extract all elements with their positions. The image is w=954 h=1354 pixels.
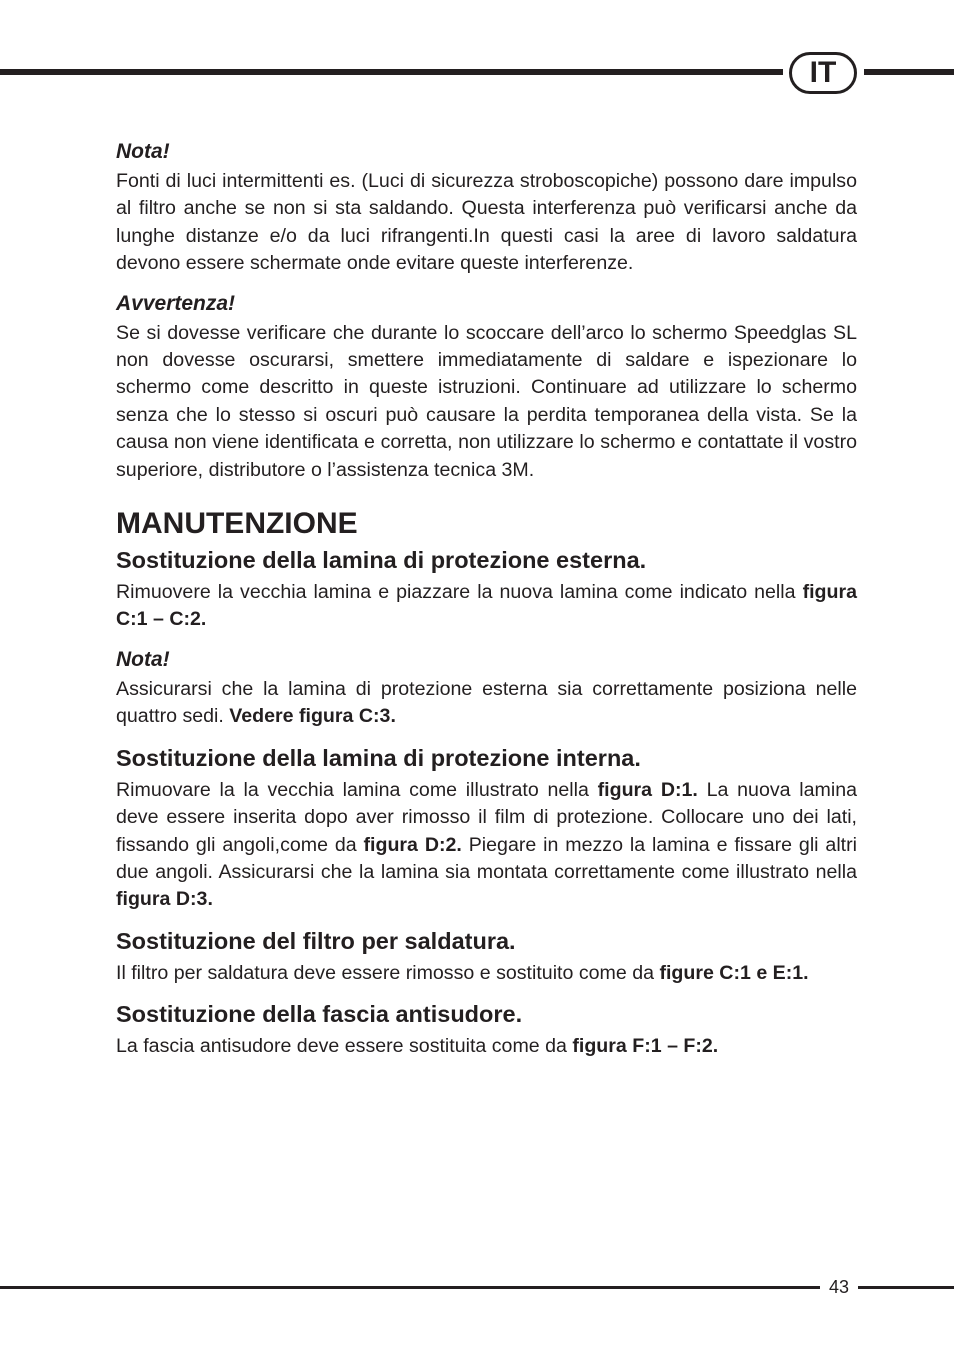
spacer <box>116 278 857 290</box>
subsection-text <box>116 960 857 987</box>
body-text: Assicurarsi che la lamina di protezione esterna sia correttamente posiziona nelle quattro sedi. <box>116 677 857 728</box>
header-rule-right <box>864 69 954 75</box>
subsection-title: Sostituzione del filtro per saldatura. <box>116 927 516 954</box>
figure-reference: figura D:3. <box>116 888 213 911</box>
subsection-text <box>116 777 857 914</box>
body-text: La fascia antisudore deve essere sostituita come da <box>116 1035 573 1058</box>
subsection-text <box>116 1033 857 1060</box>
subsection-title: Sostituzione della fascia antisudore. <box>116 1001 523 1028</box>
figure-reference: figura D:1. <box>597 778 698 801</box>
note-text <box>116 676 857 731</box>
warning-block <box>116 290 857 484</box>
language-badge-label: IT <box>809 56 837 89</box>
spacer <box>116 731 857 743</box>
warning-text: Se si dovesse verificare che durante lo scoccare dell’arco lo schermo Speedglas SL non dovesse oscurarsi, smettere immediatamente di saldare e ispezionare lo schermo come descritto in queste istruzioni. Continuare ad utilizzare lo schermo senza che lo stesso si oscuri può causare la perdita temporanea della vista. Se la causa non viene identificata e corretta, non utilizzare lo schermo e contattate il vostro superiore, distributore o l’assistenza tecnica 3M. <box>116 321 857 481</box>
note-title: Nota! <box>116 140 170 163</box>
page-number: 43 <box>828 1277 850 1297</box>
note-block <box>116 646 857 731</box>
warning-title: Avvertenza! <box>116 291 236 315</box>
outer-lens-section <box>116 545 857 634</box>
footer-rule-right <box>858 1286 954 1289</box>
figure-reference: figura F:1 – F:2. <box>572 1035 719 1058</box>
section-title: MANUTENZIONE <box>116 507 358 541</box>
language-badge <box>789 52 857 94</box>
note-title: Nota! <box>116 647 170 671</box>
body-text: Rimuovare la la vecchia lamina come illustrato nella <box>116 778 598 801</box>
figure-reference: figure C:1 e E:1. <box>659 961 809 984</box>
filter-section <box>116 926 857 987</box>
subsection-title: Sostituzione della lamina di protezione interna. <box>116 744 641 771</box>
body-text: Rimuovere la vecchia lamina e piazzare la nuova lamina come indicato nella <box>116 581 803 604</box>
header-rule-left <box>0 69 783 75</box>
figure-reference: figura D:2. <box>363 833 462 856</box>
figure-reference: figura C:1 – C:2. <box>116 581 857 631</box>
spacer <box>116 987 857 999</box>
footer-rule-left <box>0 1286 820 1289</box>
spacer <box>116 914 857 926</box>
inner-lens-section <box>116 743 857 914</box>
spacer <box>116 484 857 506</box>
note-block <box>116 138 857 278</box>
body-text: Il filtro per saldatura deve essere rimosso e sostituito come da <box>116 961 660 984</box>
body-text: La nuova lamina deve essere inserita dopo aver rimosso il film di protezione. Collocare uno dei lati, fissando gli angoli,come da <box>116 778 858 856</box>
figure-reference: Vedere figura C:3. <box>229 705 396 728</box>
page-content <box>116 138 857 1061</box>
note-text: Fonti di luci intermittenti es. (Luci di sicurezza stroboscopiche) possono dare impulso al filtro anche se non si sta saldando. Questa interferenza può verificarsi anche da lunghe distanze e/o da luci rifrangenti.In questi casi la aree di lavoro saldatura devono essere schermate onde evitare queste interferenze. <box>116 170 857 275</box>
spacer <box>116 634 857 646</box>
subsection-title: Sostituzione della lamina di protezione esterna. <box>116 547 647 574</box>
body-text: Piegare in mezzo la lamina e fissare gli altri due angoli. Assicurarsi che la lamina sia montata correttamente come illustrato nella <box>116 833 857 883</box>
subsection-text <box>116 579 857 634</box>
sweatband-section <box>116 999 857 1060</box>
